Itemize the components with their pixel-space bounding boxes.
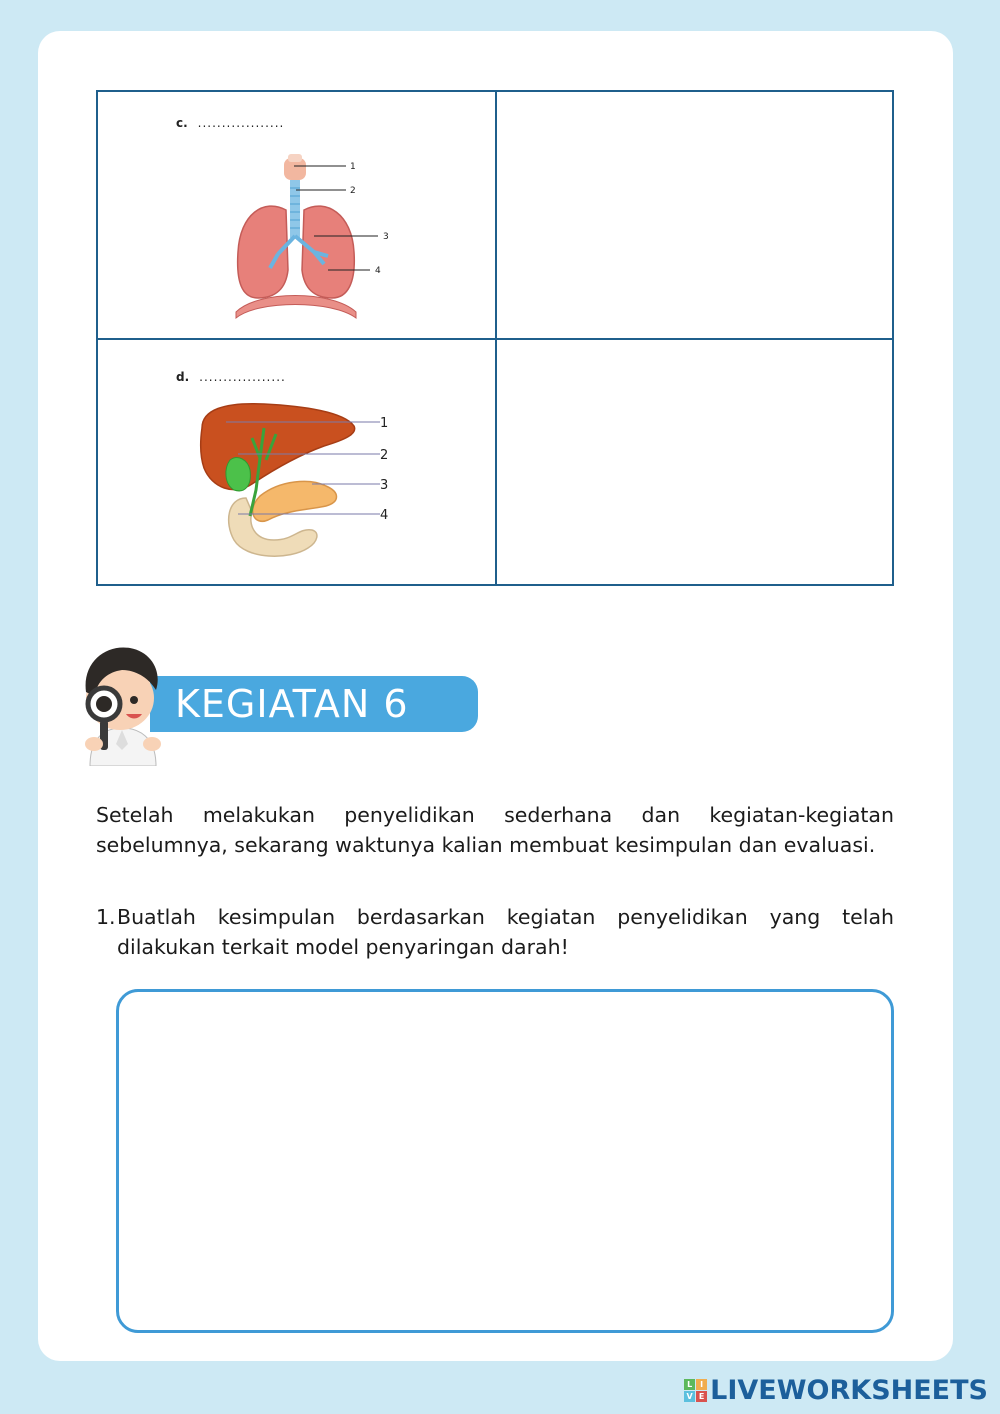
digestive-organs-image	[194, 398, 404, 568]
digest-label-1: 1	[380, 416, 389, 431]
row-d-letter: d.	[176, 370, 190, 384]
resp-label-3: 3	[383, 232, 389, 242]
organ-table	[96, 90, 894, 586]
liveworksheets-logo[interactable]	[684, 1374, 988, 1406]
row-d-label	[176, 370, 286, 384]
resp-label-4: 4	[375, 266, 381, 276]
logo-mark-icon: L I V E	[684, 1379, 707, 1402]
row-d-blank: ..................	[199, 370, 286, 384]
digest-label-4: 4	[380, 508, 389, 523]
question-number: 1.	[96, 905, 116, 929]
row-c-letter: c.	[176, 116, 188, 130]
digest-label-2: 2	[380, 448, 389, 463]
intro-paragraph: Setelah melakukan penyelidikan sederhana dan kegiatan-kegiatan sebelumnya, sekarang waktunya kalian membuat kesimpulan dan evaluasi.	[96, 803, 894, 857]
row-c-blank: ..................	[197, 116, 285, 130]
respiratory-system-image	[228, 152, 418, 324]
row-c-label	[176, 116, 284, 130]
digest-label-3: 3	[380, 478, 389, 493]
resp-label-1: 1	[350, 162, 356, 172]
answer-cell-c[interactable]	[497, 92, 894, 338]
logo-text: LIVEWORKSHEETS	[710, 1374, 988, 1406]
question-text: Buatlah kesimpulan berdasarkan kegiatan penyelidikan yang telah dilakukan terkait model penyaringan darah!	[117, 905, 894, 959]
activity-title: KEGIATAN 6	[175, 682, 409, 726]
answer-textarea[interactable]	[116, 989, 894, 1333]
resp-label-2: 2	[350, 186, 356, 196]
student-magnifier-illustration	[72, 640, 172, 766]
answer-cell-d[interactable]	[497, 340, 894, 586]
